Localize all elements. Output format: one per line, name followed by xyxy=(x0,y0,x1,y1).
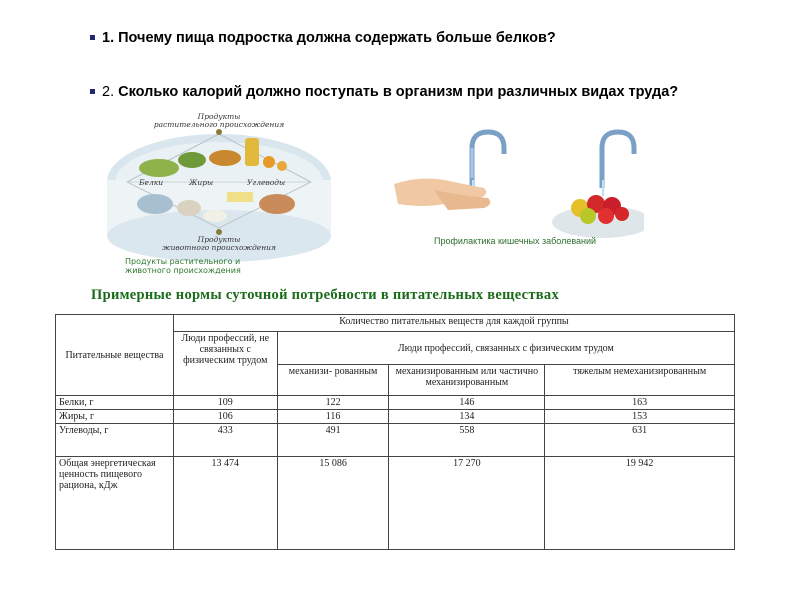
food-top-label-2: растительного происхождения xyxy=(153,120,285,129)
row-label: Белки, г xyxy=(56,396,174,410)
header-partial: механизированным или частично механизированным xyxy=(389,365,545,396)
header-nutrient: Питательные вещества xyxy=(56,315,174,396)
cell-value: 19 942 xyxy=(545,457,735,550)
header-top: Количество питательных веществ для каждой группы xyxy=(173,315,734,332)
food-top-label-1: Продукты xyxy=(197,112,241,121)
row-label: Жиры, г xyxy=(56,410,174,424)
bullet-icon xyxy=(90,89,95,94)
cell-value: 491 xyxy=(277,424,389,457)
food-mid-label: Жиры xyxy=(189,178,214,187)
question-2-text: Сколько калорий должно поступать в организм при различных видах труда? xyxy=(114,84,679,100)
cell-value: 163 xyxy=(545,396,735,410)
food-bottom-label-1: Продукты xyxy=(197,235,241,244)
food-bottom-label-2: животного происхождения xyxy=(162,243,276,252)
cell-value: 558 xyxy=(389,424,545,457)
header-heavy: тяжелым немеханизированным xyxy=(545,365,735,396)
cell-value: 109 xyxy=(173,396,277,410)
nutrition-table xyxy=(55,314,735,550)
cell-value: 433 xyxy=(173,424,277,457)
question-1 xyxy=(102,30,556,46)
question-2 xyxy=(102,84,702,100)
header-no-physical: Люди профессий, не связанных с физическим трудом xyxy=(173,332,277,396)
header-physical: Люди профессий, связанных с физическим трудом xyxy=(277,332,734,365)
table-row xyxy=(56,396,735,410)
header-mechanized: механизи- рованным xyxy=(277,365,389,396)
cell-value: 146 xyxy=(389,396,545,410)
table-title: Примерные нормы суточной потребности в питательных веществах xyxy=(91,287,560,303)
table-row xyxy=(56,410,735,424)
question-2-number: 2. xyxy=(102,84,115,100)
cell-value: 17 270 xyxy=(389,457,545,550)
food-mid-label: Белки xyxy=(139,178,164,187)
hands-caption: Профилактика кишечных заболеваний xyxy=(434,236,597,246)
food-products-illustration xyxy=(97,112,342,277)
food-footer-1: Продукты растительного и xyxy=(125,257,241,266)
cell-value: 13 474 xyxy=(173,457,277,550)
question-1-text: 1. Почему пища подростка должна содержать больше белков? xyxy=(102,30,556,46)
food-mid-label: Углеводы xyxy=(247,178,286,187)
row-label: Общая энергетическая ценность пищевого рациона, кДж xyxy=(56,457,174,550)
cell-value: 134 xyxy=(389,410,545,424)
cell-value: 15 086 xyxy=(277,457,389,550)
cell-value: 631 xyxy=(545,424,735,457)
table-row xyxy=(56,457,735,550)
cell-value: 122 xyxy=(277,396,389,410)
bullet-icon xyxy=(90,35,95,40)
row-label: Углеводы, г xyxy=(56,424,174,457)
cell-value: 116 xyxy=(277,410,389,424)
table-row xyxy=(56,424,735,457)
cell-value: 153 xyxy=(545,410,735,424)
food-footer-2: животного происхождения xyxy=(125,266,241,275)
cell-value: 106 xyxy=(173,410,277,424)
